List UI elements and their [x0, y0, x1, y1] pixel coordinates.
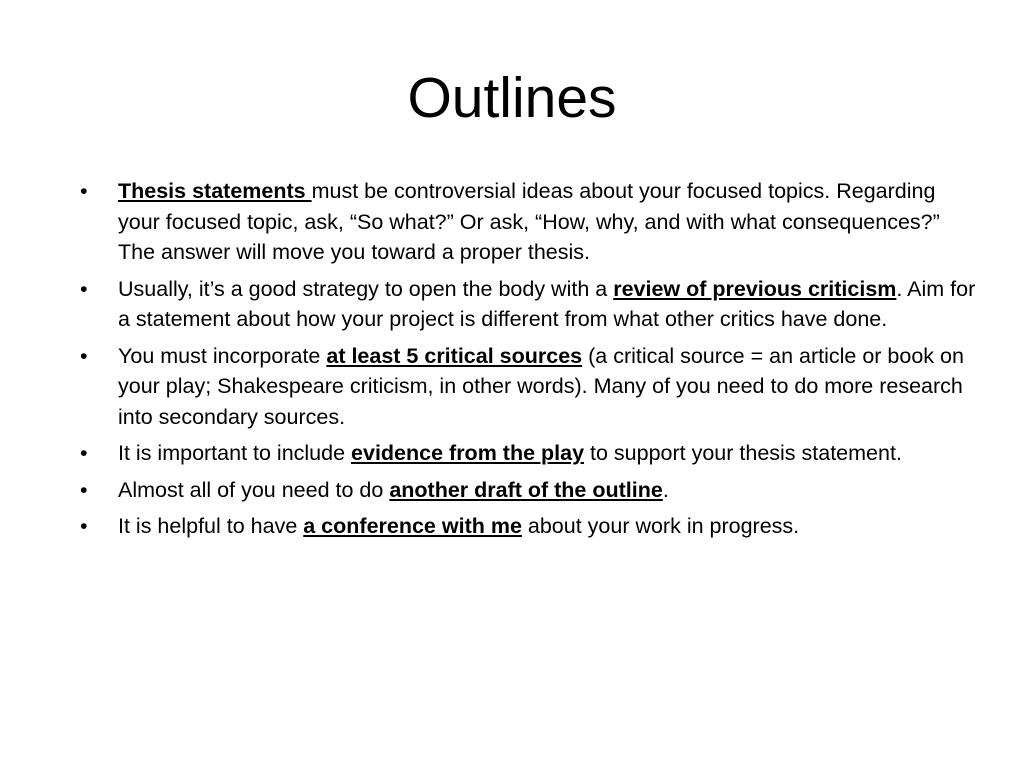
bullet-text-pre: Almost all of you need to do [118, 477, 390, 502]
bullet-list [80, 176, 980, 548]
bullet-emphasis: review of previous criticism [613, 276, 897, 301]
bullet-dot-icon: • [80, 441, 88, 465]
bullet-item-sources [80, 341, 980, 433]
bullet-emphasis: Thesis statements [118, 179, 312, 203]
bullet-text-post: must be controversial ideas about your focused topics. Regarding your focused topic, ask, “So what?” Or ask, “How, why, and with what consequences?” The answer will move you toward a proper thesis. [118, 179, 940, 264]
bullet-item-thesis [80, 176, 980, 268]
bullet-emphasis: at least 5 critical sources [326, 343, 583, 368]
bullet-text-pre: It is important to include [118, 441, 352, 465]
bullet-dot-icon: • [80, 179, 88, 203]
bullet-text-pre: Usually, it’s a good strategy to open the body with a [118, 276, 614, 301]
bullet-emphasis: a conference with me [303, 514, 522, 538]
bullet-dot-icon: • [80, 477, 88, 502]
bullet-text-pre: It is helpful to have [118, 514, 304, 538]
bullet-item-review [80, 274, 980, 335]
bullet-text-post: (a critical source = an article or book on your play; Shakespeare criticism, in other words). Many of you need to do more research into secondary sources. [118, 343, 964, 429]
bullet-text-post: to support your thesis statement. [584, 441, 902, 465]
bullet-emphasis: evidence from the play [351, 441, 585, 465]
bullet-text-post: . Aim for a statement about how your project is different from what other critics have done. [118, 276, 976, 331]
bullet-item-conference [80, 511, 980, 542]
bullet-dot-icon: • [80, 343, 88, 368]
bullet-text-pre: You must incorporate [118, 343, 327, 368]
bullet-text-post: about your work in progress. [521, 514, 800, 538]
bullet-item-evidence [80, 438, 980, 469]
bullet-text-post: . [662, 477, 669, 502]
bullet-dot-icon: • [80, 276, 88, 301]
slide-title: Outlines [407, 66, 617, 130]
bullet-emphasis: another draft of the outline [389, 477, 663, 502]
bullet-dot-icon: • [80, 514, 88, 538]
bullet-item-draft [80, 475, 980, 506]
